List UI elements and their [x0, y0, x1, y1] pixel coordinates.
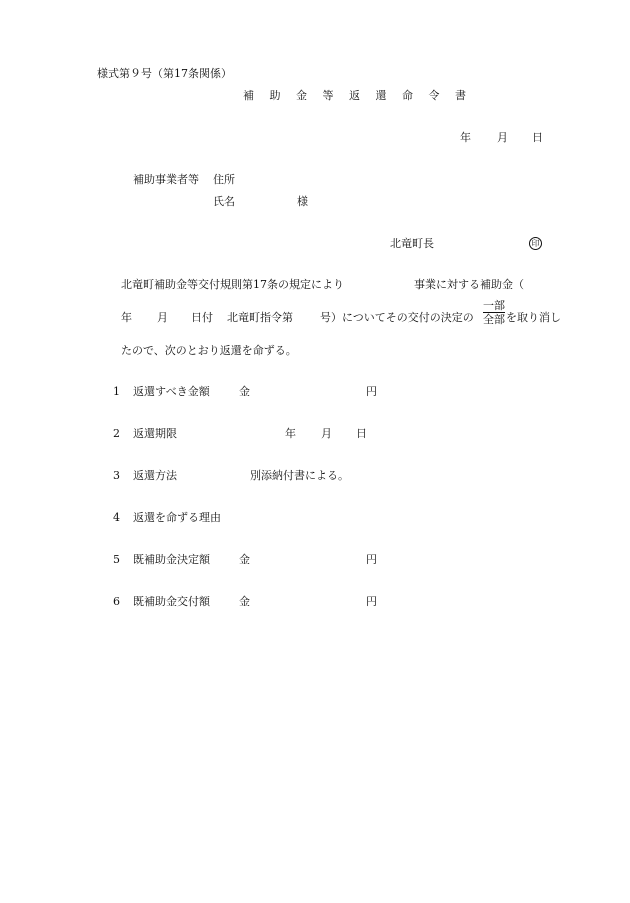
item-3-number: 3	[113, 469, 120, 482]
item-1-label: 返還すべき金額	[133, 385, 210, 398]
item-6-label: 既補助金交付額	[133, 595, 210, 608]
recipient-label: 補助事業者等	[133, 173, 199, 186]
item-6-suffix: 円	[366, 595, 377, 608]
form-number: 様式第９号（第17条関係）	[97, 67, 232, 80]
item-1-prefix: 金	[239, 385, 250, 398]
item-5-prefix: 金	[239, 553, 250, 566]
item-2-label: 返還期限	[133, 427, 177, 440]
item-3-value: 別添納付書による。	[250, 469, 349, 482]
date-month-label: 月	[497, 131, 508, 144]
date-day-label: 日	[532, 131, 543, 144]
date-year-label: 年	[460, 131, 471, 144]
item-4-number: 4	[113, 511, 120, 524]
document-title: 補 助 金 等 返 還 命 令 書	[243, 89, 472, 102]
issuer-title: 北竜町長	[390, 237, 434, 250]
body-line2-month: 月	[157, 311, 168, 324]
honorific-label: 様	[297, 195, 308, 208]
body-line1-b: 事業に対する補助金（	[414, 278, 524, 291]
item-6-prefix: 金	[239, 595, 250, 608]
body-line1-a: 北竜町補助金等交付規則第17条の規定により	[121, 278, 344, 291]
item-2-day: 日	[356, 427, 367, 440]
item-1-suffix: 円	[366, 385, 377, 398]
item-5-suffix: 円	[366, 553, 377, 566]
body-line3: たので、次のとおり返還を命ずる。	[121, 344, 297, 357]
item-2-number: 2	[113, 427, 120, 440]
address-label: 住所	[213, 173, 235, 186]
fraction-top: 一部	[483, 299, 505, 312]
item-4-label: 返還を命ずる理由	[133, 511, 221, 524]
fraction-bottom: 全部	[483, 313, 505, 326]
item-2-year: 年	[285, 427, 296, 440]
partial-full-fraction	[483, 300, 505, 325]
body-line2-order: 北竜町指令第	[227, 311, 293, 324]
item-2-month: 月	[321, 427, 332, 440]
name-label: 氏名	[213, 195, 235, 208]
body-line2-day: 日付	[191, 311, 213, 324]
body-line2-year: 年	[121, 311, 132, 324]
item-5-label: 既補助金決定額	[133, 553, 210, 566]
item-3-label: 返還方法	[133, 469, 177, 482]
item-5-number: 5	[113, 553, 120, 566]
item-6-number: 6	[113, 595, 120, 608]
body-line2-end: を取り消し	[506, 311, 561, 324]
seal-mark: 印	[529, 237, 542, 250]
body-line2-number: 号）についてその交付の決定の	[320, 311, 474, 324]
item-1-number: 1	[113, 385, 120, 398]
